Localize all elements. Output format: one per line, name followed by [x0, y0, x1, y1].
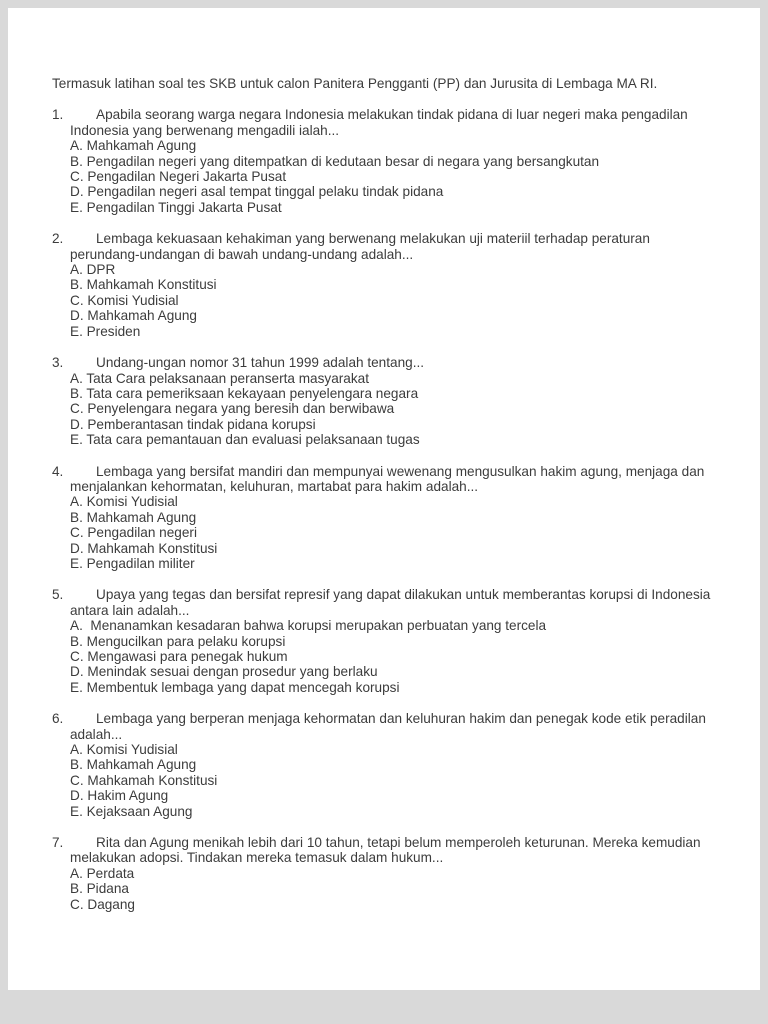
question-number: 6. [52, 711, 64, 727]
question-block [52, 711, 716, 819]
answer-options [70, 494, 716, 571]
answer-option: D. Mahkamah Agung [70, 308, 197, 324]
answer-options [70, 742, 716, 819]
answer-option: D. Mahkamah Konstitusi [70, 540, 218, 556]
answer-option: B. Mahkamah Konstitusi [70, 277, 217, 293]
question-text: Rita dan Agung menikah lebih dari 10 tahun, tetapi belum memperoleh keturunan. Mereka kemudian melakukan adopsi. Tindakan mereka temasuk dalam hukum... [70, 835, 701, 866]
document-page [8, 8, 760, 990]
question-text: Undang-ungan nomor 31 tahun 1999 adalah tentang... [96, 355, 425, 371]
answer-option: B. Pidana [70, 881, 129, 897]
answer-option: A. DPR [70, 262, 116, 278]
question-text: Upaya yang tegas dan bersifat represif yang dapat dilakukan untuk memberantas korupsi di Indonesia antara lain adalah... [70, 587, 711, 618]
question-block [52, 587, 716, 695]
question-block [52, 464, 716, 572]
answer-option: D. Hakim Agung [70, 788, 169, 804]
answer-option: C. Pengadilan Negeri Jakarta Pusat [70, 169, 287, 185]
question-block [52, 231, 716, 339]
answer-option: B. Mahkamah Agung [70, 509, 197, 525]
question-text: Lembaga yang berperan menjaga kehormatan dan keluhuran hakim dan penegak kode etik peradilan adalah... [70, 711, 706, 742]
question-block [52, 107, 716, 215]
question-number: 1. [52, 107, 64, 123]
answer-option: E. Kejaksaan Agung [70, 803, 193, 819]
question-text: Lembaga kekuasaan kehakiman yang berwenang melakukan uji materiil terhadap peraturan perundang-undangan di bawah undang-undang adalah... [70, 231, 650, 262]
answer-option: E. Tata cara pemantauan dan evaluasi pelaksanaan tugas [70, 432, 420, 448]
answer-options [70, 866, 716, 912]
answer-option: A. Tata Cara pelaksanaan peranserta masyarakat [70, 370, 369, 386]
answer-option: D. Pengadilan negeri asal tempat tinggal pelaku tindak pidana [70, 184, 444, 200]
question-number: 7. [52, 835, 64, 851]
answer-option: B. Tata cara pemeriksaan kekayaan penyelengara negara [70, 385, 419, 401]
question-number: 2. [52, 231, 64, 247]
answer-option: C. Pengadilan negeri [70, 525, 197, 541]
question-text: Apabila seorang warga negara Indonesia melakukan tindak pidana di luar negeri maka pengadilan Indonesia yang berwenang mengadili ialah... [70, 107, 688, 138]
question-text: Lembaga yang bersifat mandiri dan mempunyai wewenang mengusulkan hakim agung, menjaga dan menjalankan kehormatan, keluhuran, martabat para hakim adalah... [70, 463, 705, 494]
answer-options [70, 371, 716, 448]
answer-option: C. Penyelengara negara yang beresih dan berwibawa [70, 401, 395, 417]
answer-option: C. Mengawasi para penegak hukum [70, 649, 288, 664]
question-number: 5. [52, 587, 64, 603]
answer-option: D. Menindak sesuai dengan prosedur yang berlaku [70, 664, 378, 680]
question-block [52, 835, 716, 912]
answer-option: C. Mahkamah Konstitusi [70, 772, 218, 788]
answer-option: C. Dagang [70, 896, 135, 912]
answer-option: B. Mengucilkan para pelaku korupsi [70, 633, 286, 649]
document-intro-text: Termasuk latihan soal tes SKB untuk calon Panitera Pengganti (PP) dan Jurusita di Lembaga MA RI. [52, 76, 658, 91]
answer-option: E. Presiden [70, 323, 141, 339]
question-number: 4. [52, 463, 64, 479]
question-number: 3. [52, 355, 64, 371]
answer-option: A. Komisi Yudisial [70, 494, 178, 510]
answer-option: D. Pemberantasan tindak pidana korupsi [70, 416, 316, 432]
answer-option: C. Komisi Yudisial [70, 292, 179, 308]
answer-option: A. Menanamkan kesadaran bahwa korupsi merupakan perbuatan yang tercela [70, 618, 547, 634]
answer-option: E. Pengadilan Tinggi Jakarta Pusat [70, 199, 282, 215]
answer-option: A. Mahkamah Agung [70, 138, 197, 154]
answer-option: A. Komisi Yudisial [70, 742, 178, 758]
answer-option: B. Pengadilan negeri yang ditempatkan di kedutaan besar di negara yang bersangkutan [70, 153, 600, 169]
answer-options [70, 618, 716, 695]
answer-options [70, 138, 716, 215]
question-block [52, 355, 716, 447]
answer-option: E. Membentuk lembaga yang dapat mencegah korupsi [70, 679, 400, 695]
answer-options [70, 262, 716, 339]
answer-option: B. Mahkamah Agung [70, 757, 197, 773]
answer-option: A. Perdata [70, 865, 135, 881]
question-list [52, 107, 716, 912]
answer-option: E. Pengadilan militer [70, 555, 195, 571]
